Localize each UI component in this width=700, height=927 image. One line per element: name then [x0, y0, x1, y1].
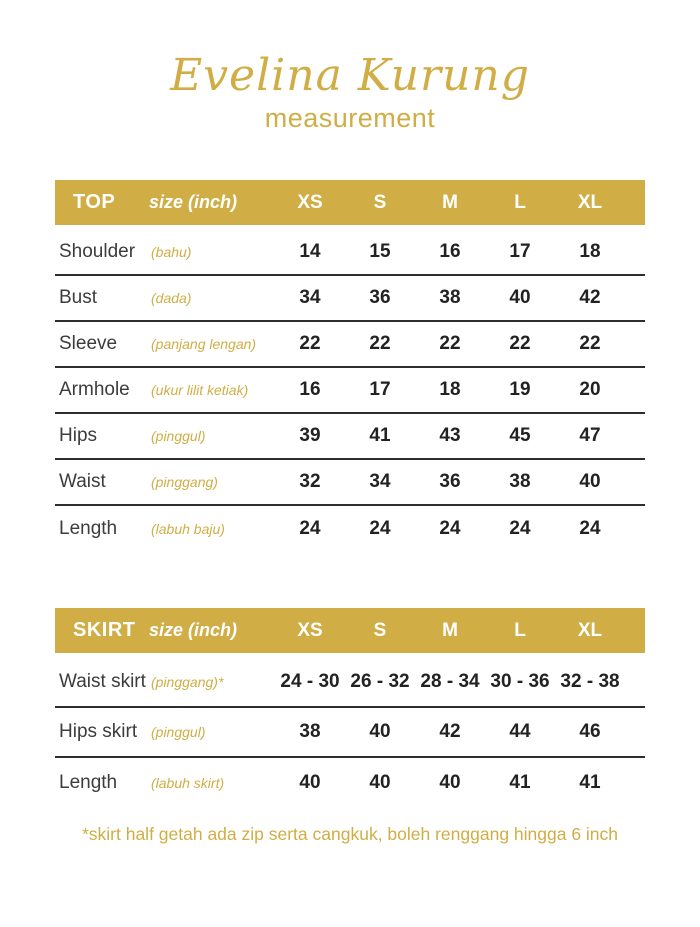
cell-value-s: 22 — [369, 333, 391, 355]
cell-value-xs: 40 — [299, 772, 321, 794]
cell-value-xl: 24 — [579, 518, 601, 540]
measurement-tables — [55, 180, 645, 808]
cell-value-xl: 42 — [579, 287, 601, 309]
cell-value-l: 45 — [509, 425, 531, 447]
row-label-malay: (pinggul) — [151, 428, 206, 445]
cell-value-xs: 38 — [299, 721, 321, 743]
row-label-malay: (pinggang) — [151, 474, 218, 491]
size-column-header-xl: XL — [577, 191, 603, 213]
row-label-malay: (pinggul) — [151, 724, 206, 741]
cell-value-l: 17 — [509, 241, 531, 263]
size-column-header-l: L — [514, 619, 526, 641]
size-column-header-xs: XS — [297, 619, 323, 641]
cell-value-m: 28 - 34 — [420, 671, 480, 693]
table-header-bar — [55, 180, 645, 225]
cell-value-s: 26 - 32 — [350, 671, 410, 693]
cell-value-m: 22 — [439, 333, 461, 355]
cell-value-l: 44 — [509, 721, 531, 743]
cell-value-xl: 22 — [579, 333, 601, 355]
cell-value-xs: 34 — [299, 287, 321, 309]
table-rows — [55, 225, 645, 552]
size-column-header-xl: XL — [577, 619, 603, 641]
skirt-footnote: *skirt half getah ada zip serta cangkuk, boleh renggang hingga 6 inch — [81, 824, 619, 845]
row-label-malay: (dada) — [151, 290, 192, 307]
cell-value-m: 40 — [439, 772, 461, 794]
row-label-malay: (ukur lilit ketiak) — [151, 382, 249, 399]
row-label: Sleeve — [59, 333, 118, 355]
row-label: Length — [59, 518, 118, 540]
cell-value-m: 43 — [439, 425, 461, 447]
cell-value-xl: 47 — [579, 425, 601, 447]
row-label: Bust — [59, 287, 98, 309]
row-label-malay: (panjang lengan) — [151, 336, 257, 353]
cell-value-s: 34 — [369, 471, 391, 493]
size-column-header-l: L — [514, 191, 526, 213]
row-label-malay: (labuh skirt) — [151, 775, 225, 792]
top-measurement-table — [55, 180, 645, 552]
cell-value-l: 24 — [509, 518, 531, 540]
table-row — [55, 414, 645, 460]
cell-value-xs: 24 — [299, 518, 321, 540]
cell-value-s: 40 — [369, 721, 391, 743]
cell-value-m: 18 — [439, 379, 461, 401]
cell-value-xs: 16 — [299, 379, 321, 401]
cell-value-s: 40 — [369, 772, 391, 794]
cell-value-m: 36 — [439, 471, 461, 493]
size-column-header-s: S — [373, 619, 387, 641]
row-label: Length — [59, 772, 118, 794]
cell-value-xs: 22 — [299, 333, 321, 355]
row-label-malay: (labuh baju) — [151, 521, 225, 538]
cell-value-m: 24 — [439, 518, 461, 540]
table-category-label: SKIRT — [73, 619, 136, 642]
row-label: Armhole — [59, 379, 130, 401]
size-column-header-s: S — [373, 191, 387, 213]
cell-value-l: 22 — [509, 333, 531, 355]
cell-value-s: 36 — [369, 287, 391, 309]
cell-value-s: 15 — [369, 241, 391, 263]
table-row — [55, 230, 645, 276]
table-row — [55, 276, 645, 322]
size-column-header-m: M — [442, 619, 458, 641]
cell-value-xl: 20 — [579, 379, 601, 401]
size-unit-label: size (inch) — [149, 620, 238, 641]
table-row — [55, 758, 645, 808]
cell-value-l: 19 — [509, 379, 531, 401]
row-label: Waist — [59, 471, 106, 493]
cell-value-xl: 18 — [579, 241, 601, 263]
row-label-malay: (bahu) — [151, 244, 192, 261]
table-row — [55, 708, 645, 758]
table-row — [55, 322, 645, 368]
page-title: Evelina Kurung — [170, 50, 530, 101]
cell-value-m: 16 — [439, 241, 461, 263]
table-row — [55, 658, 645, 708]
cell-value-xs: 39 — [299, 425, 321, 447]
cell-value-s: 24 — [369, 518, 391, 540]
cell-value-xl: 32 - 38 — [560, 671, 620, 693]
size-column-header-xs: XS — [297, 191, 323, 213]
table-header-bar — [55, 608, 645, 653]
table-row — [55, 460, 645, 506]
cell-value-s: 41 — [369, 425, 391, 447]
size-column-header-m: M — [442, 191, 458, 213]
page-subtitle: measurement — [264, 103, 436, 134]
row-label: Hips — [59, 425, 98, 447]
table-row — [55, 506, 645, 552]
skirt-measurement-table — [55, 608, 645, 808]
size-unit-label: size (inch) — [149, 192, 238, 213]
cell-value-xl: 40 — [579, 471, 601, 493]
table-category-label: TOP — [73, 191, 116, 214]
cell-value-l: 38 — [509, 471, 531, 493]
cell-value-xs: 24 - 30 — [280, 671, 340, 693]
cell-value-xl: 46 — [579, 721, 601, 743]
cell-value-xl: 41 — [579, 772, 601, 794]
cell-value-xs: 32 — [299, 471, 321, 493]
cell-value-m: 38 — [439, 287, 461, 309]
cell-value-l: 41 — [509, 772, 531, 794]
cell-value-l: 40 — [509, 287, 531, 309]
table-row — [55, 368, 645, 414]
cell-value-xs: 14 — [299, 241, 321, 263]
cell-value-l: 30 - 36 — [490, 671, 550, 693]
row-label: Hips skirt — [59, 721, 138, 743]
size-chart-page — [55, 52, 645, 845]
row-label: Waist skirt — [59, 671, 146, 693]
row-label-malay: (pinggang)* — [151, 674, 224, 691]
cell-value-m: 42 — [439, 721, 461, 743]
row-label: Shoulder — [59, 241, 136, 263]
table-rows — [55, 653, 645, 808]
cell-value-s: 17 — [369, 379, 391, 401]
